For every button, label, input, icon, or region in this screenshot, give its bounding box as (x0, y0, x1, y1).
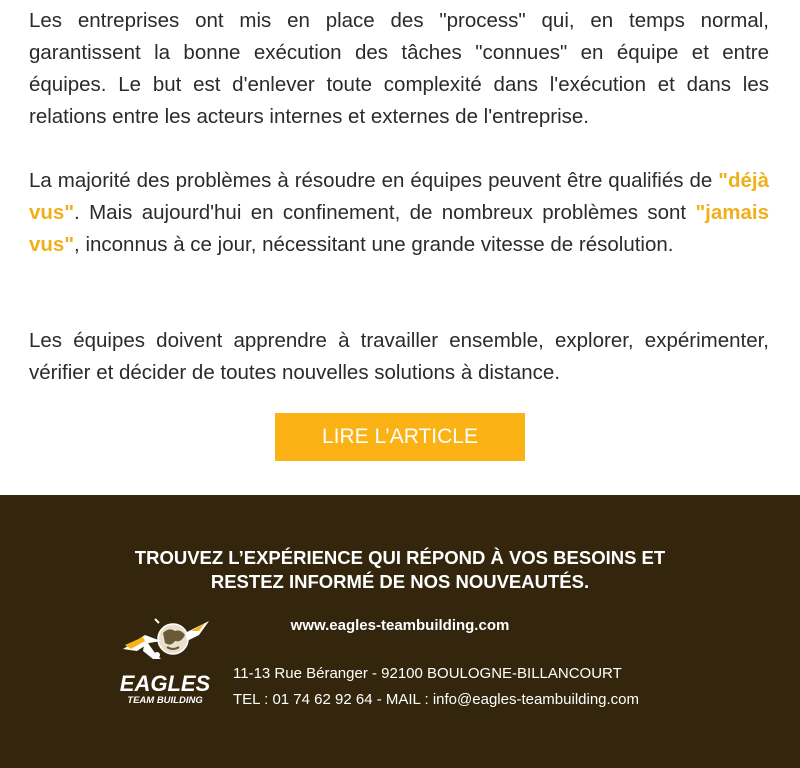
paragraph-2-text-3: , inconnus à ce jour, nécessitant une grande vitesse de résolution. (74, 233, 674, 256)
article-paragraph-2 (29, 165, 769, 261)
footer-headline-line-2: RESTEZ INFORMÉ DE NOS NOUVEAUTÉS. (210, 571, 590, 592)
paragraph-2-text-1: La majorité des problèmes à résoudre en équipes peuvent être qualifiés de (29, 169, 719, 192)
eagle-icon (115, 613, 215, 713)
article-paragraph-1: Les entreprises ont mis en place des "process" qui, en temps normal, garantissent la bonne exécution des tâches "connues" en équipe et entre équipes. Le but est d'enlever toute complexité dans l'exécution et dans les relations entre les acteurs internes et externes de l'entreprise. (29, 9, 769, 128)
eagles-logo[interactable] (115, 613, 215, 713)
article-paragraph-3: Les équipes doivent apprendre à travailler ensemble, explorer, expérimenter, vérifier et décider de toutes nouvelles solutions à distance. (29, 329, 769, 384)
email-link[interactable]: info@eagles-teambuilding.com (432, 691, 640, 708)
company-contact (233, 689, 639, 711)
highlight-jamais-vus: "jamais vus" (29, 201, 769, 256)
highlight-deja-vus: "déjà vus" (29, 169, 769, 224)
footer-headline-line-1: TROUVEZ L’EXPÉRIENCE QUI RÉPOND À VOS BESOINS ET (134, 547, 666, 568)
website-link[interactable]: www.eagles-teambuilding.com (290, 617, 510, 634)
logo-tagline-text: TEAM BUILDING (127, 695, 203, 706)
company-address: 11-13 Rue Béranger - 92100 BOULOGNE-BILLANCOURT (233, 665, 622, 682)
paragraph-2-text-2: . Mais aujourd'hui en confinement, de nombreux problèmes sont (74, 201, 696, 224)
footer (0, 495, 800, 768)
footer-headline (0, 546, 800, 594)
logo-brand-text: EAGLES (119, 671, 211, 696)
read-article-button[interactable]: LIRE L’ARTICLE (275, 413, 525, 461)
contact-phone: TEL : 01 74 62 92 64 - MAIL : (233, 691, 433, 708)
